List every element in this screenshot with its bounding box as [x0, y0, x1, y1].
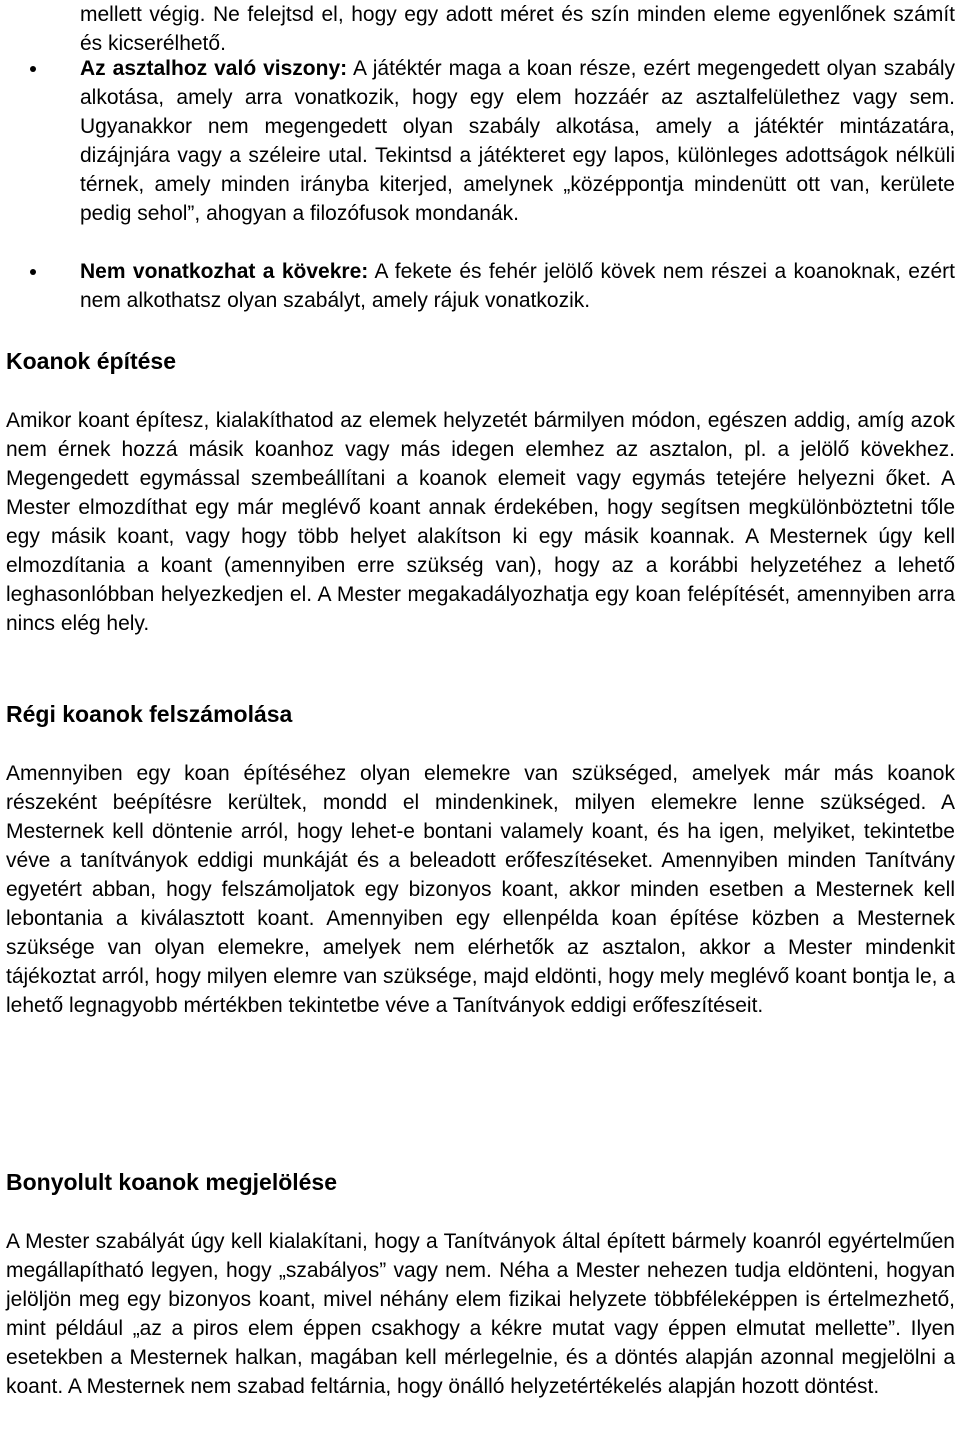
section-heading: Régi koanok felszámolása	[6, 701, 293, 727]
list-item-body: A játéktér maga a koan része, ezért megengedett olyan szabály alkotása, amely arra vonatkozik, hogy egy elem hozzáér az asztalfelülethez vagy sem. Ugyanakkor nem megengedett olyan szabály alkotása, amely a játéktér mintázatára, dizájnjára vagy a széleire utal. Tekintsd a játékteret egy lapos, különleges adottságok nélküli térnek, amely minden irányba kiterjed, amelynek „középpontja mindenütt ott van, kerülete pedig sehol”, ahogyan a filozófusok mondanák.	[80, 57, 955, 225]
list-item-table-relation	[80, 54, 955, 228]
section-heading: Bonyolult koanok megjelölése	[6, 1169, 338, 1195]
section-paragraph: Amennyiben egy koan építéséhez olyan elemekre van szükséged, amelyek már más koanok részeként beépítésre kerültek, mondd el mindenkinek, milyen elemekre lenne szükséged. A Mesternek kell döntenie arról, hogy lehet-e bontani valamely koant, és ha igen, melyiket, tekintetbe véve a tanítványok eddigi munkáját és a beleadott erőfeszítéseket. Amennyiben minden Tanítvány egyetért abban, hogy felszámoljatok egy bizonyos koant, akkor minden esetben a Mesternek kell lebontania a kiválasztott koant. Amennyiben egy ellenpélda koan építése közben a Mesternek szüksége van olyan elemekre, amelyek nem elérhetők az asztalon, akkor a Mester mindenkit tájékoztat arról, hogy milyen elemre van szüksége, majd eldönti, hogy mely meglévő koant bontja le, a lehető legnagyobb mértékben tekintetbe véve a Tanítványok eddigi erőfeszítéseit.	[6, 762, 955, 1017]
section-paragraph: Amikor koant építesz, kialakíthatod az elemek helyzetét bármilyen módon, egészen addig, amíg azok nem érnek hozzá másik koanhoz vagy más idegen elemhez az asztalon, pl. a jelölő kövekhez. Megengedett egymással szembeállítani a koanok elemeit vagy egymás tetejére helyezni őket. A Mester elmozdíthat egy már meglévő koant annak érdekében, hogy segítsen megkülönböztetni tőle egy másik koant, vagy hogy több helyet alakítson ki egy másik koannak. A Mesternek úgy kell elmozdítania a koant (amennyiben erre szükség van), hogy az a korábbi helyzetéhez a lehető leghasonlóbban helyezkedjen el. A Mester megakadályozhatja egy koan felépítését, amennyiben arra nincs elég hely.	[6, 409, 955, 635]
section-paragraph: A Mester szabályát úgy kell kialakítani, hogy a Tanítványok által épített bármely koanról egyértelműen megállapítható legyen, hogy „szabályos” vagy nem. Néha a Mester nehezen tudja eldönteni, hogyan jelöljön meg egy bizonyos koant, mivel néhány elem fizikai helyzete többféleképpen is értelmezhető, mint például „az a piros elem éppen csakhogy a kékre mutat vagy éppen elmutat mellette”. Ilyen esetekben a Mesternek halkan, magában kell mérlegelnie, és a döntés alapján azonnal megjelölni a koant. A Mesternek nem szabad feltárnia, hogy önálló helyzetértékelés alapján hozott döntést.	[6, 1230, 955, 1398]
list-item-body: A fekete és fehér jelölő kövek nem részei a koanoknak, ezért nem alkothatsz olyan szabályt, amely rájuk vonatkozik.	[80, 260, 955, 312]
list-continuation-text: mellett végig. Ne felejtsd el, hogy egy adott méret és szín minden eleme egyenlőnek számít és kicserélhető.	[80, 3, 955, 55]
bullet-icon	[30, 66, 36, 72]
list-item-stones	[80, 257, 955, 315]
list-item-lead: Az asztalhoz való viszony:	[80, 57, 348, 80]
list-item-lead: Nem vonatkozhat a kövekre:	[80, 260, 369, 283]
bullet-icon	[30, 269, 36, 275]
section-heading: Koanok építése	[6, 348, 176, 374]
